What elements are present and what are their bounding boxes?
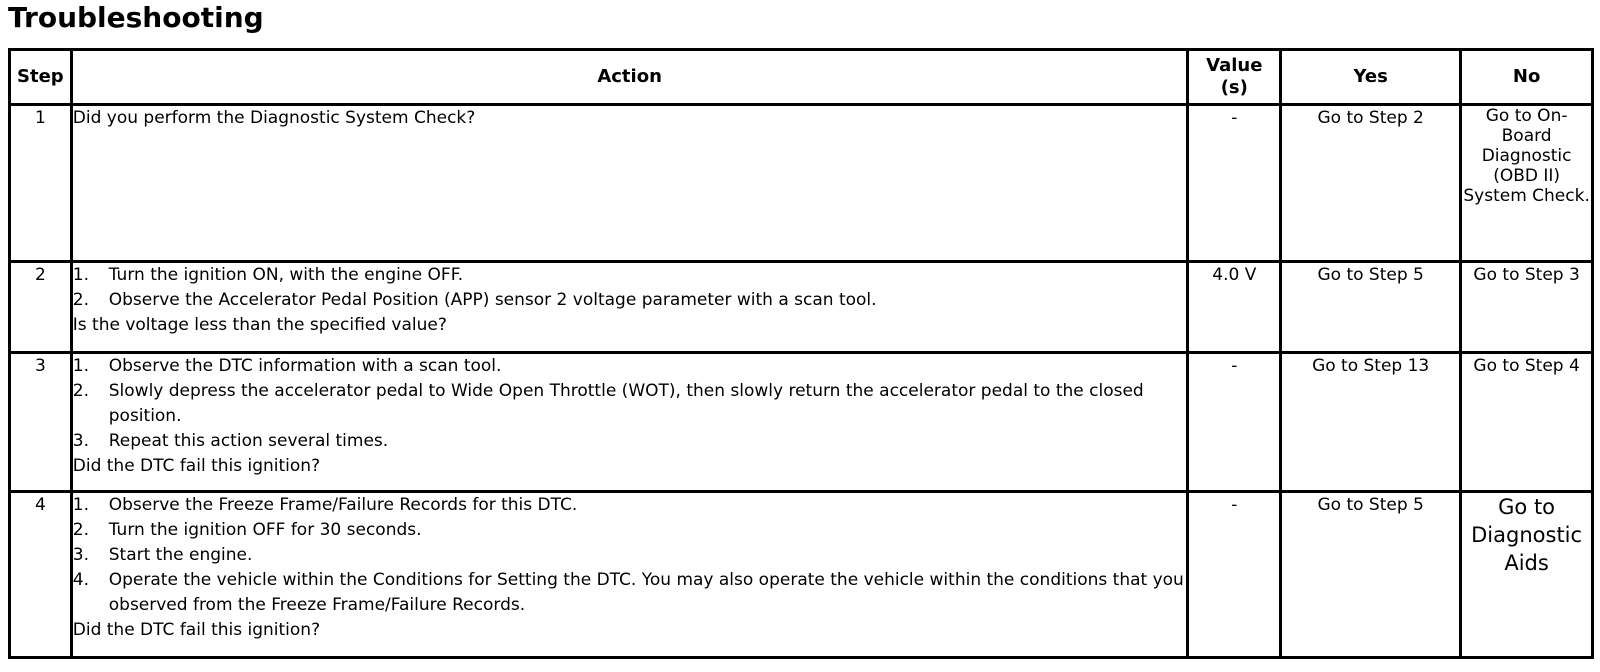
no-link[interactable]: Go to Step 3 [1461,262,1593,353]
step-item-number: 1. [72,265,89,285]
step-item-number: 3. [72,431,89,451]
action-cell [71,353,1188,492]
action-step-item [73,518,1187,543]
step-item-number: 1. [72,356,89,376]
action-step-item [73,288,1187,313]
action-cell [71,105,1188,262]
step-item-text: Operate the vehicle within the Conditions for Setting the DTC. You may also operate the vehicle within the conditions that you observed from the Freeze Frame/Failure Records. [108,570,1184,615]
action-step-item [73,429,1187,454]
action-cell [71,262,1188,353]
action-step-item [73,493,1187,518]
action-step-item [73,379,1187,429]
action-question: Did you perform the Diagnostic System Check? [72,108,476,128]
step-number: 1 [10,105,72,262]
yes-link[interactable]: Go to Step 2 [1281,105,1461,262]
value-cell: - [1188,492,1281,658]
value-cell: - [1188,105,1281,262]
action-steps [73,263,1187,313]
step-number: 2 [10,262,72,353]
step-item-number: 1. [72,495,89,515]
step-number: 3 [10,353,72,492]
action-step-item [73,543,1187,568]
action-question: Did the DTC fail this ignition? [72,620,321,640]
header-no: No [1461,50,1593,105]
action-steps [73,354,1187,454]
action-steps [73,493,1187,618]
step-item-number: 4. [72,570,89,590]
header-value: Value (s) [1188,50,1281,105]
value-cell: 4.0 V [1188,262,1281,353]
yes-link[interactable]: Go to Step 5 [1281,492,1461,658]
step-item-text: Start the engine. [108,545,253,565]
header-row [10,50,1593,105]
no-link[interactable]: Go to Diagnostic Aids [1461,492,1593,658]
value-cell: - [1188,353,1281,492]
step-item-text: Turn the ignition ON, with the engine OFF. [108,265,464,285]
action-cell [71,492,1188,658]
header-step: Step [10,50,72,105]
step-number: 4 [10,492,72,658]
page-title: Troubleshooting [8,1,264,34]
header-action: Action [71,50,1188,105]
step-item-text: Repeat this action several times. [108,431,389,451]
action-step-item [73,354,1187,379]
step-item-number: 2. [72,520,89,540]
step-item-text: Observe the Freeze Frame/Failure Records for this DTC. [108,495,578,515]
step-item-text: Slowly depress the accelerator pedal to Wide Open Throttle (WOT), then slowly return the accelerator pedal to the closed position. [108,381,1144,426]
table-row [10,353,1593,492]
yes-link[interactable]: Go to Step 13 [1281,353,1461,492]
yes-link[interactable]: Go to Step 5 [1281,262,1461,353]
no-link[interactable]: Go to Step 4 [1461,353,1593,492]
table-row [10,492,1593,658]
step-item-number: 3. [72,545,89,565]
table-row [10,105,1593,262]
step-item-text: Observe the Accelerator Pedal Position (APP) sensor 2 voltage parameter with a scan tool. [108,290,877,310]
action-step-item [73,263,1187,288]
action-step-item [73,568,1187,618]
no-link[interactable]: Go to On-Board Diagnostic (OBD II) System Check. [1461,105,1593,262]
step-item-number: 2. [72,290,89,310]
action-question: Is the voltage less than the specified value? [72,315,447,335]
action-question: Did the DTC fail this ignition? [72,456,321,476]
step-item-text: Observe the DTC information with a scan tool. [108,356,502,376]
step-item-number: 2. [72,381,89,401]
step-item-text: Turn the ignition OFF for 30 seconds. [108,520,422,540]
troubleshooting-table [8,48,1594,659]
header-yes: Yes [1281,50,1461,105]
table-row [10,262,1593,353]
